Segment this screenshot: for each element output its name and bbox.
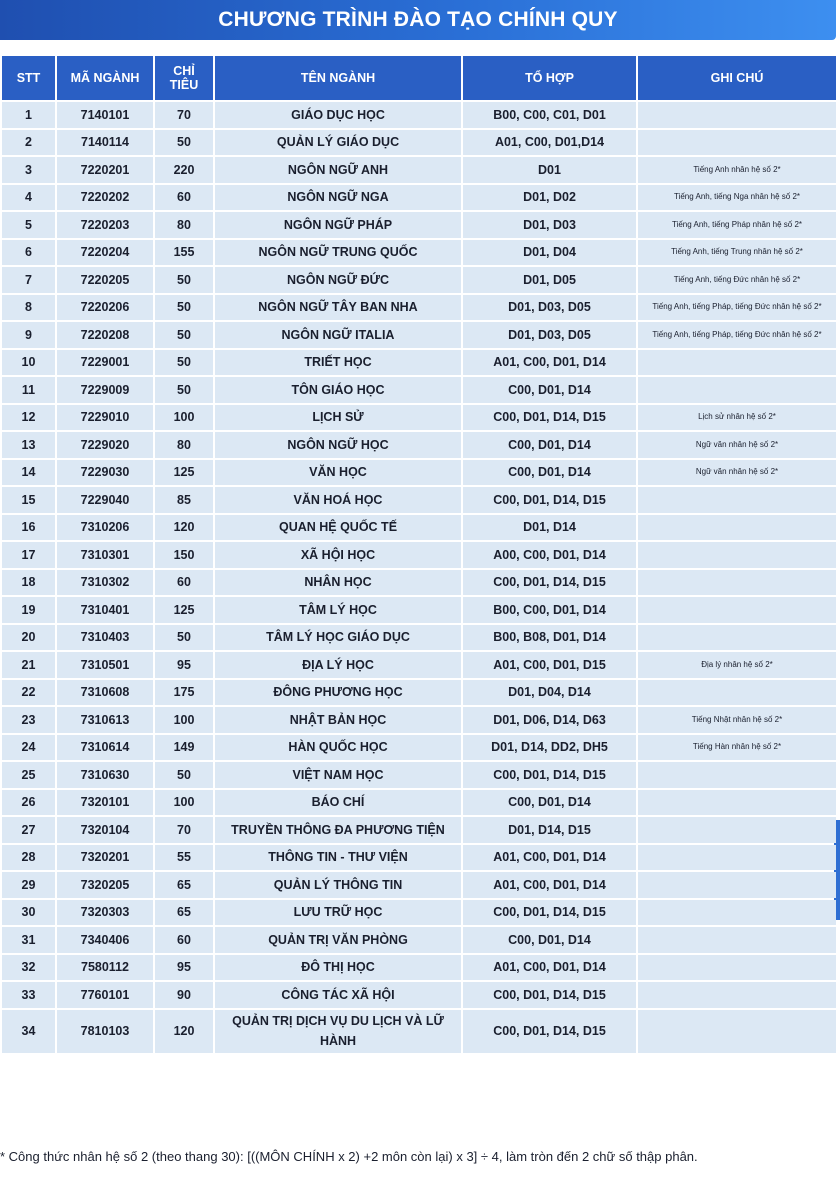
table-row [2, 157, 836, 183]
table-row [2, 900, 836, 926]
cell-code: 7220208 [57, 322, 153, 348]
cell-stt: 20 [2, 625, 55, 651]
cell-quota: 50 [155, 130, 213, 156]
cell-combo: A00, C00, D01, D14 [463, 542, 636, 568]
cell-quota: 50 [155, 625, 213, 651]
table-row [2, 212, 836, 238]
cell-quota: 50 [155, 295, 213, 321]
table-row [2, 625, 836, 651]
cell-quota: 70 [155, 102, 213, 128]
cell-quota: 65 [155, 872, 213, 898]
cell-name: NGÔN NGỮ TRUNG QUỐC [215, 240, 461, 266]
cell-name: HÀN QUỐC HỌC [215, 735, 461, 761]
cell-stt: 32 [2, 955, 55, 981]
table-row [2, 267, 836, 293]
cell-note [638, 955, 836, 981]
cell-code: 7310301 [57, 542, 153, 568]
cell-note: Tiếng Anh, tiếng Pháp, tiếng Đức nhân hệ số 2* [638, 295, 836, 321]
cell-code: 7340406 [57, 927, 153, 953]
col-header-combo: TỔ HỢP [463, 56, 636, 100]
table-row [2, 1010, 836, 1053]
cell-code: 7220205 [57, 267, 153, 293]
cell-code: 7580112 [57, 955, 153, 981]
cell-combo: D01, D03 [463, 212, 636, 238]
cell-note [638, 680, 836, 706]
cell-note: Tiếng Anh nhân hệ số 2* [638, 157, 836, 183]
cell-code: 7220204 [57, 240, 153, 266]
cell-stt: 28 [2, 845, 55, 871]
cell-note [638, 625, 836, 651]
cell-code: 7140101 [57, 102, 153, 128]
cell-quota: 149 [155, 735, 213, 761]
table-row [2, 680, 836, 706]
cell-name: BÁO CHÍ [215, 790, 461, 816]
cell-code: 7320303 [57, 900, 153, 926]
cell-quota: 80 [155, 432, 213, 458]
cell-note [638, 762, 836, 788]
cell-quota: 120 [155, 515, 213, 541]
col-header-code: MÃ NGÀNH [57, 56, 153, 100]
cell-quota: 100 [155, 405, 213, 431]
cell-name: GIÁO DỤC HỌC [215, 102, 461, 128]
cell-combo: C00, D01, D14 [463, 790, 636, 816]
cell-combo: D01, D05 [463, 267, 636, 293]
cell-combo: D01, D14, D15 [463, 817, 636, 843]
cell-code: 7320205 [57, 872, 153, 898]
cell-stt: 3 [2, 157, 55, 183]
table-row [2, 597, 836, 623]
cell-note [638, 817, 836, 843]
cell-combo: A01, C00, D01,D14 [463, 130, 636, 156]
cell-note: Tiếng Anh, tiếng Pháp, tiếng Đức nhân hệ số 2* [638, 322, 836, 348]
table-header-row [2, 56, 836, 100]
cell-name: NGÔN NGỮ TÂY BAN NHA [215, 295, 461, 321]
cell-note [638, 872, 836, 898]
cell-note [638, 1010, 836, 1053]
cell-name: VĂN HOÁ HỌC [215, 487, 461, 513]
program-table [0, 54, 838, 1055]
cell-name: QUẢN TRỊ VĂN PHÒNG [215, 927, 461, 953]
cell-note: Tiếng Nhật nhân hệ số 2* [638, 707, 836, 733]
cell-stt: 27 [2, 817, 55, 843]
cell-stt: 9 [2, 322, 55, 348]
cell-code: 7220201 [57, 157, 153, 183]
cell-stt: 23 [2, 707, 55, 733]
table-row [2, 735, 836, 761]
cell-stt: 12 [2, 405, 55, 431]
cell-note: Địa lý nhân hệ số 2* [638, 652, 836, 678]
cell-combo: D01, D04, D14 [463, 680, 636, 706]
table-row [2, 542, 836, 568]
cell-note: Tiếng Anh, tiếng Nga nhân hệ số 2* [638, 185, 836, 211]
cell-name: TÂM LÝ HỌC GIÁO DỤC [215, 625, 461, 651]
cell-note [638, 927, 836, 953]
cell-combo: C00, D01, D14 [463, 460, 636, 486]
cell-name: CÔNG TÁC XÃ HỘI [215, 982, 461, 1008]
table-row [2, 982, 836, 1008]
cell-stt: 17 [2, 542, 55, 568]
cell-stt: 33 [2, 982, 55, 1008]
col-header-note: GHI CHÚ [638, 56, 836, 100]
cell-note [638, 570, 836, 596]
cell-quota: 50 [155, 350, 213, 376]
col-header-name: TÊN NGÀNH [215, 56, 461, 100]
cell-stt: 26 [2, 790, 55, 816]
table-row [2, 872, 836, 898]
cell-combo: A01, C00, D01, D14 [463, 350, 636, 376]
cell-quota: 95 [155, 955, 213, 981]
cell-name: QUAN HỆ QUỐC TẾ [215, 515, 461, 541]
cell-stt: 5 [2, 212, 55, 238]
cell-stt: 24 [2, 735, 55, 761]
cell-name: QUẢN LÝ GIÁO DỤC [215, 130, 461, 156]
cell-note: Tiếng Anh, tiếng Pháp nhân hệ số 2* [638, 212, 836, 238]
cell-code: 7229009 [57, 377, 153, 403]
title-banner [0, 0, 836, 40]
cell-stt: 13 [2, 432, 55, 458]
cell-name: TÂM LÝ HỌC [215, 597, 461, 623]
cell-quota: 220 [155, 157, 213, 183]
table-row [2, 487, 836, 513]
col-header-stt: STT [2, 56, 55, 100]
table-row [2, 762, 836, 788]
cell-stt: 14 [2, 460, 55, 486]
cell-stt: 30 [2, 900, 55, 926]
cell-name: ĐÔ THỊ HỌC [215, 955, 461, 981]
table-row [2, 570, 836, 596]
cell-quota: 80 [155, 212, 213, 238]
cell-code: 7310501 [57, 652, 153, 678]
cell-combo: D01, D03, D05 [463, 322, 636, 348]
cell-stt: 2 [2, 130, 55, 156]
cell-name: VĂN HỌC [215, 460, 461, 486]
cell-stt: 16 [2, 515, 55, 541]
cell-name: LƯU TRỮ HỌC [215, 900, 461, 926]
cell-combo: D01, D04 [463, 240, 636, 266]
cell-code: 7229030 [57, 460, 153, 486]
cell-quota: 50 [155, 762, 213, 788]
cell-quota: 125 [155, 460, 213, 486]
cell-quota: 50 [155, 322, 213, 348]
cell-combo: A01, C00, D01, D14 [463, 872, 636, 898]
cell-note [638, 597, 836, 623]
cell-combo: B00, C00, D01, D14 [463, 597, 636, 623]
table-row [2, 295, 836, 321]
cell-quota: 155 [155, 240, 213, 266]
cell-quota: 90 [155, 982, 213, 1008]
cell-name: NGÔN NGỮ ITALIA [215, 322, 461, 348]
table-row [2, 652, 836, 678]
cell-note: Ngữ văn nhân hệ số 2* [638, 460, 836, 486]
cell-combo: C00, D01, D14, D15 [463, 405, 636, 431]
cell-note [638, 790, 836, 816]
cell-note: Lịch sử nhân hệ số 2* [638, 405, 836, 431]
cell-name: NGÔN NGỮ HỌC [215, 432, 461, 458]
table-row [2, 515, 836, 541]
cell-name: ĐÔNG PHƯƠNG HỌC [215, 680, 461, 706]
cell-code: 7220202 [57, 185, 153, 211]
cell-combo: C00, D01, D14 [463, 377, 636, 403]
table-row [2, 817, 836, 843]
cell-note: Tiếng Anh, tiếng Đức nhân hệ số 2* [638, 267, 836, 293]
cell-name: TRIẾT HỌC [215, 350, 461, 376]
cell-note: Ngữ văn nhân hệ số 2* [638, 432, 836, 458]
cell-combo: D01, D06, D14, D63 [463, 707, 636, 733]
cell-combo: C00, D01, D14, D15 [463, 762, 636, 788]
table-row [2, 377, 836, 403]
cell-name: NGÔN NGỮ ANH [215, 157, 461, 183]
table-row [2, 707, 836, 733]
cell-code: 7760101 [57, 982, 153, 1008]
table-row [2, 322, 836, 348]
cell-note [638, 130, 836, 156]
cell-name: NGÔN NGỮ NGA [215, 185, 461, 211]
cell-name: THÔNG TIN - THƯ VIỆN [215, 845, 461, 871]
cell-combo: B00, B08, D01, D14 [463, 625, 636, 651]
cell-stt: 6 [2, 240, 55, 266]
cell-code: 7310206 [57, 515, 153, 541]
cell-code: 7229001 [57, 350, 153, 376]
cell-quota: 60 [155, 927, 213, 953]
cell-combo: D01, D14, DD2, DH5 [463, 735, 636, 761]
cell-stt: 19 [2, 597, 55, 623]
cell-quota: 100 [155, 790, 213, 816]
cell-name: LỊCH SỬ [215, 405, 461, 431]
cell-name: XÃ HỘI HỌC [215, 542, 461, 568]
cell-note [638, 515, 836, 541]
cell-note [638, 982, 836, 1008]
cell-quota: 50 [155, 267, 213, 293]
cell-combo: D01, D02 [463, 185, 636, 211]
cell-code: 7310613 [57, 707, 153, 733]
cell-note [638, 845, 836, 871]
cell-combo: A01, C00, D01, D14 [463, 845, 636, 871]
cell-code: 7310302 [57, 570, 153, 596]
cell-quota: 120 [155, 1010, 213, 1053]
cell-code: 7310608 [57, 680, 153, 706]
cell-code: 7220203 [57, 212, 153, 238]
cell-name: QUẢN LÝ THÔNG TIN [215, 872, 461, 898]
cell-name: NHÂN HỌC [215, 570, 461, 596]
cell-combo: B00, C00, C01, D01 [463, 102, 636, 128]
table-row [2, 350, 836, 376]
cell-name: NGÔN NGỮ ĐỨC [215, 267, 461, 293]
cell-quota: 70 [155, 817, 213, 843]
cell-name: NGÔN NGỮ PHÁP [215, 212, 461, 238]
cell-quota: 150 [155, 542, 213, 568]
cell-stt: 4 [2, 185, 55, 211]
cell-stt: 15 [2, 487, 55, 513]
cell-combo: A01, C00, D01, D15 [463, 652, 636, 678]
cell-combo: C00, D01, D14, D15 [463, 900, 636, 926]
cell-note [638, 102, 836, 128]
cell-code: 7140114 [57, 130, 153, 156]
cell-stt: 11 [2, 377, 55, 403]
cell-quota: 60 [155, 570, 213, 596]
cell-combo: D01, D03, D05 [463, 295, 636, 321]
cell-name: NHẬT BẢN HỌC [215, 707, 461, 733]
cell-quota: 50 [155, 377, 213, 403]
cell-note: Tiếng Hàn nhân hệ số 2* [638, 735, 836, 761]
cell-quota: 175 [155, 680, 213, 706]
cell-quota: 85 [155, 487, 213, 513]
cell-stt: 25 [2, 762, 55, 788]
cell-combo: C00, D01, D14 [463, 927, 636, 953]
cell-combo: D01, D14 [463, 515, 636, 541]
col-header-quota-text: CHỈ TIÊU [169, 64, 199, 92]
cell-stt: 10 [2, 350, 55, 376]
cell-code: 7320104 [57, 817, 153, 843]
table-row [2, 405, 836, 431]
cell-stt: 7 [2, 267, 55, 293]
cell-code: 7810103 [57, 1010, 153, 1053]
cell-stt: 21 [2, 652, 55, 678]
cell-quota: 65 [155, 900, 213, 926]
cell-code: 7229010 [57, 405, 153, 431]
cell-code: 7310614 [57, 735, 153, 761]
table-row [2, 102, 836, 128]
cell-name: TRUYỀN THÔNG ĐA PHƯƠNG TIỆN [215, 817, 461, 843]
table-row [2, 460, 836, 486]
cell-code: 7320201 [57, 845, 153, 871]
cell-note [638, 350, 836, 376]
col-header-quota [155, 56, 213, 100]
table-row [2, 240, 836, 266]
cell-quota: 100 [155, 707, 213, 733]
cell-combo: C00, D01, D14, D15 [463, 487, 636, 513]
cell-note: Tiếng Anh, tiếng Trung nhân hệ số 2* [638, 240, 836, 266]
footnote: * Công thức nhân hệ số 2 (theo thang 30): [((MÔN CHÍNH x 2) +2 môn còn lại) x 3] ÷ 4, làm tròn đến 2 chữ số thập phân. [0, 1149, 698, 1164]
cell-name: ĐỊA LÝ HỌC [215, 652, 461, 678]
cell-combo: C00, D01, D14, D15 [463, 570, 636, 596]
cell-combo: C00, D01, D14, D15 [463, 1010, 636, 1053]
cell-note [638, 542, 836, 568]
cell-quota: 125 [155, 597, 213, 623]
cell-note [638, 377, 836, 403]
cell-stt: 18 [2, 570, 55, 596]
cell-combo: D01 [463, 157, 636, 183]
cell-stt: 8 [2, 295, 55, 321]
cell-quota: 95 [155, 652, 213, 678]
cell-code: 7310630 [57, 762, 153, 788]
cell-combo: C00, D01, D14 [463, 432, 636, 458]
cell-code: 7220206 [57, 295, 153, 321]
cell-combo: C00, D01, D14, D15 [463, 982, 636, 1008]
cell-code: 7310401 [57, 597, 153, 623]
table-row [2, 927, 836, 953]
cell-code: 7229020 [57, 432, 153, 458]
cell-note [638, 487, 836, 513]
table-row [2, 955, 836, 981]
table-row [2, 790, 836, 816]
table-row [2, 845, 836, 871]
cell-stt: 31 [2, 927, 55, 953]
cell-stt: 34 [2, 1010, 55, 1053]
cell-stt: 22 [2, 680, 55, 706]
cell-stt: 1 [2, 102, 55, 128]
cell-name: QUẢN TRỊ DỊCH VỤ DU LỊCH VÀ LỮ HÀNH [215, 1010, 461, 1053]
cell-name: VIỆT NAM HỌC [215, 762, 461, 788]
cell-code: 7320101 [57, 790, 153, 816]
cell-quota: 60 [155, 185, 213, 211]
cell-code: 7229040 [57, 487, 153, 513]
table-row [2, 432, 836, 458]
page-title: CHƯƠNG TRÌNH ĐÀO TẠO CHÍNH QUY [218, 8, 618, 31]
cell-code: 7310403 [57, 625, 153, 651]
cell-combo: A01, C00, D01, D14 [463, 955, 636, 981]
cell-quota: 55 [155, 845, 213, 871]
cell-name: TÔN GIÁO HỌC [215, 377, 461, 403]
cell-stt: 29 [2, 872, 55, 898]
table-row [2, 130, 836, 156]
table-row [2, 185, 836, 211]
cell-note [638, 900, 836, 926]
